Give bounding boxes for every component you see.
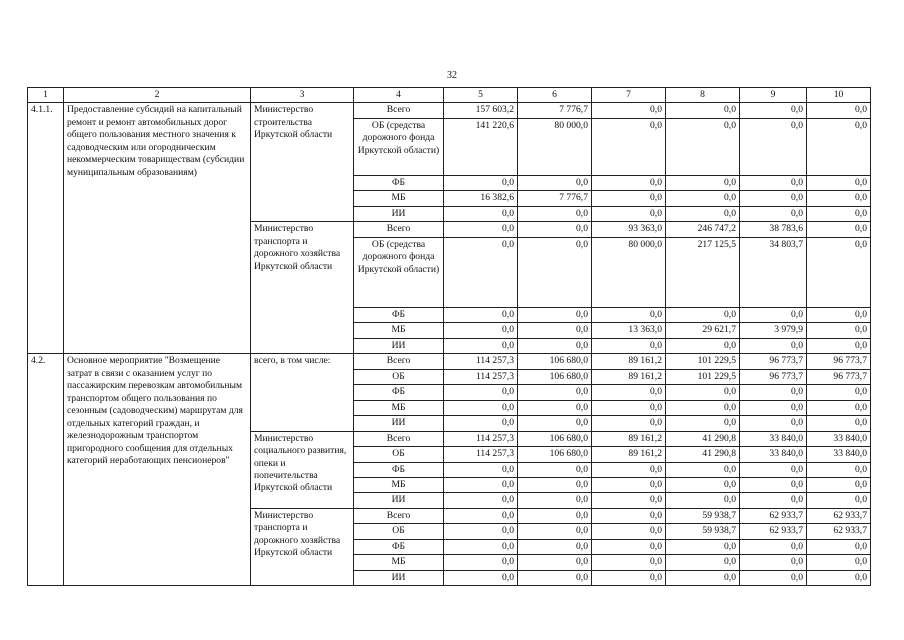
amount-cell: 0,0 bbox=[444, 175, 518, 190]
amount-cell: 0,0 bbox=[444, 222, 518, 237]
amount-cell: 0,0 bbox=[518, 400, 592, 415]
amount-cell: 0,0 bbox=[592, 103, 666, 118]
amount-cell: 16 382,6 bbox=[444, 191, 518, 206]
amount-cell: 0,0 bbox=[666, 570, 740, 585]
amount-cell: 0,0 bbox=[518, 477, 592, 492]
amount-cell: 0,0 bbox=[444, 477, 518, 492]
amount-cell: 38 783,6 bbox=[740, 222, 807, 237]
amount-cell: 114 257,3 bbox=[444, 431, 518, 446]
amount-cell: 96 773,7 bbox=[807, 369, 871, 384]
amount-cell: 0,0 bbox=[444, 237, 518, 307]
amount-cell: 0,0 bbox=[807, 416, 871, 431]
item-name: Основное мероприятие "Возмещение затрат в связи с оказанием услуг по пассажирским перевозкам автомобильным транспортом общего пользования по сезонным (садоводческим) маршрутам для отдельных категорий граждан, и железнодорожным транспортом пригородного сообщения для отдельных категорий неработающих пенсионеров" bbox=[64, 354, 251, 586]
amount-cell: 0,0 bbox=[592, 338, 666, 353]
amount-cell: 0,0 bbox=[666, 103, 740, 118]
amount-cell: 0,0 bbox=[518, 323, 592, 338]
funding-source: ИИ bbox=[354, 493, 444, 508]
amount-cell: 89 161,2 bbox=[592, 354, 666, 369]
amount-cell: 0,0 bbox=[444, 338, 518, 353]
amount-cell: 3 979,9 bbox=[740, 323, 807, 338]
amount-cell: 0,0 bbox=[444, 539, 518, 554]
amount-cell: 0,0 bbox=[444, 555, 518, 570]
amount-cell: 96 773,7 bbox=[740, 369, 807, 384]
amount-cell: 0,0 bbox=[518, 237, 592, 307]
amount-cell: 0,0 bbox=[740, 118, 807, 175]
amount-cell: 89 161,2 bbox=[592, 369, 666, 384]
amount-cell: 0,0 bbox=[807, 118, 871, 175]
amount-cell: 0,0 bbox=[592, 508, 666, 523]
funding-source: МБ bbox=[354, 191, 444, 206]
amount-cell: 0,0 bbox=[740, 570, 807, 585]
amount-cell: 34 803,7 bbox=[740, 237, 807, 307]
page-number: 32 bbox=[447, 70, 457, 81]
amount-cell: 0,0 bbox=[666, 416, 740, 431]
amount-cell: 33 840,0 bbox=[807, 431, 871, 446]
funding-source: Всего bbox=[354, 222, 444, 237]
amount-cell: 0,0 bbox=[518, 524, 592, 539]
amount-cell: 62 933,7 bbox=[807, 524, 871, 539]
amount-cell: 0,0 bbox=[444, 524, 518, 539]
amount-cell: 0,0 bbox=[444, 493, 518, 508]
amount-cell: 0,0 bbox=[740, 191, 807, 206]
executor: Министерство социального развития, опеки и попечительства Иркутской области bbox=[251, 431, 354, 508]
amount-cell: 0,0 bbox=[807, 462, 871, 477]
amount-cell: 0,0 bbox=[666, 191, 740, 206]
amount-cell: 114 257,3 bbox=[444, 354, 518, 369]
amount-cell: 0,0 bbox=[740, 477, 807, 492]
funding-source: ОБ (средства дорожного фонда Иркутской области) bbox=[354, 118, 444, 175]
amount-cell: 96 773,7 bbox=[807, 354, 871, 369]
column-header: 5 bbox=[444, 88, 518, 103]
amount-cell: 0,0 bbox=[807, 555, 871, 570]
funding-source: МБ bbox=[354, 400, 444, 415]
amount-cell: 62 933,7 bbox=[740, 524, 807, 539]
amount-cell: 0,0 bbox=[444, 206, 518, 221]
header-row bbox=[28, 88, 871, 103]
amount-cell: 0,0 bbox=[444, 385, 518, 400]
table-row bbox=[28, 103, 871, 118]
amount-cell: 0,0 bbox=[518, 206, 592, 221]
amount-cell: 0,0 bbox=[592, 191, 666, 206]
amount-cell: 33 840,0 bbox=[740, 447, 807, 462]
amount-cell: 13 363,0 bbox=[592, 323, 666, 338]
amount-cell: 59 938,7 bbox=[666, 524, 740, 539]
amount-cell: 0,0 bbox=[807, 222, 871, 237]
column-header: 8 bbox=[666, 88, 740, 103]
column-header: 7 bbox=[592, 88, 666, 103]
amount-cell: 7 776,7 bbox=[518, 191, 592, 206]
budget-table bbox=[27, 87, 871, 586]
amount-cell: 62 933,7 bbox=[740, 508, 807, 523]
amount-cell: 0,0 bbox=[592, 555, 666, 570]
amount-cell: 7 776,7 bbox=[518, 103, 592, 118]
amount-cell: 0,0 bbox=[666, 555, 740, 570]
amount-cell: 0,0 bbox=[740, 206, 807, 221]
amount-cell: 93 363,0 bbox=[592, 222, 666, 237]
amount-cell: 0,0 bbox=[518, 222, 592, 237]
amount-cell: 0,0 bbox=[740, 307, 807, 322]
funding-source: Всего bbox=[354, 508, 444, 523]
executor: Министерство транспорта и дорожного хозяйства Иркутской области bbox=[251, 222, 354, 354]
table-row bbox=[28, 354, 871, 369]
amount-cell: 157 603,2 bbox=[444, 103, 518, 118]
amount-cell: 0,0 bbox=[518, 175, 592, 190]
column-header: 3 bbox=[251, 88, 354, 103]
amount-cell: 0,0 bbox=[666, 338, 740, 353]
amount-cell: 0,0 bbox=[518, 493, 592, 508]
funding-source: ИИ bbox=[354, 570, 444, 585]
amount-cell: 0,0 bbox=[666, 206, 740, 221]
funding-source: ОБ (средства дорожного фонда Иркутской области) bbox=[354, 237, 444, 307]
funding-source: ФБ bbox=[354, 539, 444, 554]
amount-cell: 0,0 bbox=[740, 385, 807, 400]
amount-cell: 0,0 bbox=[740, 175, 807, 190]
amount-cell: 246 747,2 bbox=[666, 222, 740, 237]
amount-cell: 0,0 bbox=[807, 307, 871, 322]
amount-cell: 0,0 bbox=[740, 539, 807, 554]
amount-cell: 0,0 bbox=[592, 206, 666, 221]
amount-cell: 0,0 bbox=[807, 570, 871, 585]
amount-cell: 0,0 bbox=[666, 493, 740, 508]
amount-cell: 0,0 bbox=[666, 400, 740, 415]
amount-cell: 33 840,0 bbox=[740, 431, 807, 446]
amount-cell: 0,0 bbox=[807, 323, 871, 338]
amount-cell: 0,0 bbox=[592, 118, 666, 175]
amount-cell: 0,0 bbox=[518, 307, 592, 322]
amount-cell: 217 125,5 bbox=[666, 237, 740, 307]
amount-cell: 106 680,0 bbox=[518, 447, 592, 462]
amount-cell: 0,0 bbox=[444, 462, 518, 477]
amount-cell: 141 220,6 bbox=[444, 118, 518, 175]
item-code: 4.1.1. bbox=[28, 103, 64, 354]
amount-cell: 0,0 bbox=[807, 477, 871, 492]
amount-cell: 0,0 bbox=[444, 416, 518, 431]
amount-cell: 0,0 bbox=[666, 539, 740, 554]
amount-cell: 0,0 bbox=[518, 539, 592, 554]
amount-cell: 0,0 bbox=[740, 103, 807, 118]
amount-cell: 0,0 bbox=[518, 462, 592, 477]
amount-cell: 0,0 bbox=[518, 416, 592, 431]
executor: Министерство транспорта и дорожного хозяйства Иркутской области bbox=[251, 508, 354, 585]
amount-cell: 0,0 bbox=[740, 462, 807, 477]
amount-cell: 0,0 bbox=[444, 570, 518, 585]
amount-cell: 0,0 bbox=[807, 400, 871, 415]
amount-cell: 0,0 bbox=[807, 103, 871, 118]
column-header: 6 bbox=[518, 88, 592, 103]
item-code: 4.2. bbox=[28, 354, 64, 586]
amount-cell: 0,0 bbox=[666, 118, 740, 175]
amount-cell: 0,0 bbox=[518, 385, 592, 400]
amount-cell: 89 161,2 bbox=[592, 431, 666, 446]
funding-source: ФБ bbox=[354, 385, 444, 400]
amount-cell: 0,0 bbox=[592, 400, 666, 415]
funding-source: ОБ bbox=[354, 369, 444, 384]
funding-source: Всего bbox=[354, 354, 444, 369]
amount-cell: 106 680,0 bbox=[518, 431, 592, 446]
amount-cell: 106 680,0 bbox=[518, 354, 592, 369]
amount-cell: 0,0 bbox=[592, 175, 666, 190]
amount-cell: 114 257,3 bbox=[444, 369, 518, 384]
amount-cell: 29 621,7 bbox=[666, 323, 740, 338]
amount-cell: 41 290,8 bbox=[666, 431, 740, 446]
funding-source: Всего bbox=[354, 103, 444, 118]
amount-cell: 0,0 bbox=[666, 462, 740, 477]
amount-cell: 0,0 bbox=[807, 539, 871, 554]
funding-source: ИИ bbox=[354, 416, 444, 431]
amount-cell: 0,0 bbox=[807, 206, 871, 221]
amount-cell: 106 680,0 bbox=[518, 369, 592, 384]
funding-source: МБ bbox=[354, 323, 444, 338]
amount-cell: 0,0 bbox=[444, 307, 518, 322]
amount-cell: 0,0 bbox=[740, 400, 807, 415]
column-header: 10 bbox=[807, 88, 871, 103]
amount-cell: 0,0 bbox=[518, 508, 592, 523]
column-header: 1 bbox=[28, 88, 64, 103]
amount-cell: 0,0 bbox=[592, 477, 666, 492]
amount-cell: 0,0 bbox=[592, 307, 666, 322]
funding-source: МБ bbox=[354, 477, 444, 492]
funding-source: ФБ bbox=[354, 462, 444, 477]
amount-cell: 0,0 bbox=[666, 385, 740, 400]
amount-cell: 41 290,8 bbox=[666, 447, 740, 462]
amount-cell: 101 229,5 bbox=[666, 354, 740, 369]
amount-cell: 0,0 bbox=[592, 524, 666, 539]
amount-cell: 0,0 bbox=[592, 539, 666, 554]
amount-cell: 62 933,7 bbox=[807, 508, 871, 523]
amount-cell: 101 229,5 bbox=[666, 369, 740, 384]
amount-cell: 0,0 bbox=[444, 323, 518, 338]
amount-cell: 80 000,0 bbox=[518, 118, 592, 175]
column-header: 9 bbox=[740, 88, 807, 103]
executor: Министерство строительства Иркутской области bbox=[251, 103, 354, 222]
amount-cell: 0,0 bbox=[444, 400, 518, 415]
amount-cell: 0,0 bbox=[592, 385, 666, 400]
funding-source: ФБ bbox=[354, 175, 444, 190]
funding-source: ОБ bbox=[354, 524, 444, 539]
amount-cell: 0,0 bbox=[807, 385, 871, 400]
amount-cell: 0,0 bbox=[807, 493, 871, 508]
amount-cell: 59 938,7 bbox=[666, 508, 740, 523]
amount-cell: 0,0 bbox=[518, 555, 592, 570]
amount-cell: 0,0 bbox=[666, 307, 740, 322]
amount-cell: 0,0 bbox=[592, 462, 666, 477]
amount-cell: 0,0 bbox=[807, 191, 871, 206]
amount-cell: 0,0 bbox=[740, 416, 807, 431]
amount-cell: 0,0 bbox=[740, 338, 807, 353]
amount-cell: 0,0 bbox=[518, 570, 592, 585]
amount-cell: 96 773,7 bbox=[740, 354, 807, 369]
column-header: 2 bbox=[64, 88, 251, 103]
amount-cell: 0,0 bbox=[592, 416, 666, 431]
amount-cell: 114 257,3 bbox=[444, 447, 518, 462]
funding-source: Всего bbox=[354, 431, 444, 446]
funding-source: ИИ bbox=[354, 206, 444, 221]
funding-source: ОБ bbox=[354, 447, 444, 462]
amount-cell: 89 161,2 bbox=[592, 447, 666, 462]
amount-cell: 0,0 bbox=[807, 338, 871, 353]
funding-source: ФБ bbox=[354, 307, 444, 322]
item-name: Предоставление субсидий на капитальный ремонт и ремонт автомобильных дорог общего пользования местного значения к садоводческим или огородническим некоммерческим товариществам (субсидии муниципальным образованиям) bbox=[64, 103, 251, 354]
funding-source: ИИ bbox=[354, 338, 444, 353]
amount-cell: 0,0 bbox=[592, 570, 666, 585]
amount-cell: 33 840,0 bbox=[807, 447, 871, 462]
executor: всего, в том числе: bbox=[251, 354, 354, 431]
amount-cell: 0,0 bbox=[666, 477, 740, 492]
amount-cell: 0,0 bbox=[592, 493, 666, 508]
column-header: 4 bbox=[354, 88, 444, 103]
amount-cell: 0,0 bbox=[444, 508, 518, 523]
amount-cell: 0,0 bbox=[807, 237, 871, 307]
amount-cell: 0,0 bbox=[740, 493, 807, 508]
amount-cell: 0,0 bbox=[518, 338, 592, 353]
amount-cell: 0,0 bbox=[666, 175, 740, 190]
amount-cell: 0,0 bbox=[740, 555, 807, 570]
amount-cell: 80 000,0 bbox=[592, 237, 666, 307]
amount-cell: 0,0 bbox=[807, 175, 871, 190]
funding-source: МБ bbox=[354, 555, 444, 570]
